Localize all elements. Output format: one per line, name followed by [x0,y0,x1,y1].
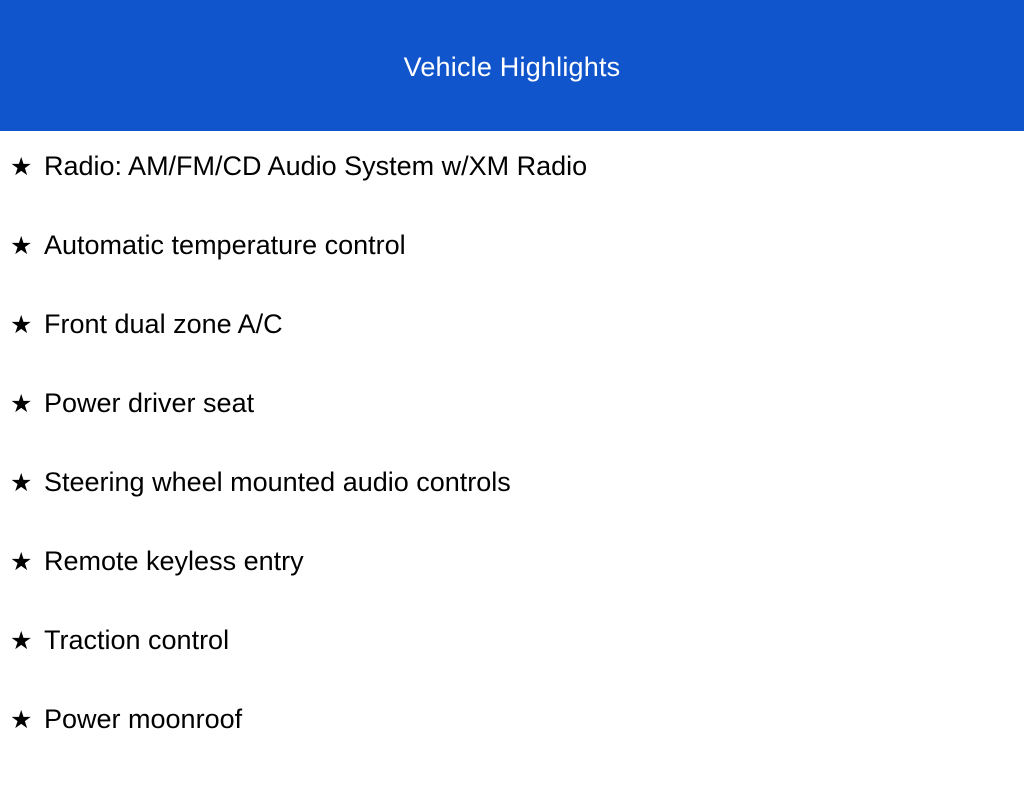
vehicle-features-list [0,131,1024,785]
star-bullet-icon: ★ [10,627,33,655]
feature-label: Steering wheel mounted audio controls [44,467,511,497]
feature-label: Power moonroof [44,704,243,734]
feature-label: Front dual zone A/C [44,309,283,339]
list-item [0,627,1024,706]
list-item [0,311,1024,390]
star-bullet-icon: ★ [10,153,33,181]
page-header [0,0,1024,131]
feature-label: Remote keyless entry [44,546,304,576]
star-bullet-icon: ★ [10,232,33,260]
star-bullet-icon: ★ [10,390,33,418]
feature-label: Traction control [44,625,230,655]
feature-label: Automatic temperature control [44,230,406,260]
star-bullet-icon: ★ [10,469,33,497]
list-item [0,548,1024,627]
page-title: Vehicle Highlights [403,52,621,82]
feature-label: Radio: AM/FM/CD Audio System w/XM Radio [44,151,588,181]
list-item [0,469,1024,548]
list-item [0,390,1024,469]
list-item [0,153,1024,232]
list-item [0,706,1024,785]
star-bullet-icon: ★ [10,311,33,339]
feature-label: Power driver seat [44,388,255,418]
star-bullet-icon: ★ [10,548,33,576]
star-bullet-icon: ★ [10,706,33,734]
list-item [0,232,1024,311]
